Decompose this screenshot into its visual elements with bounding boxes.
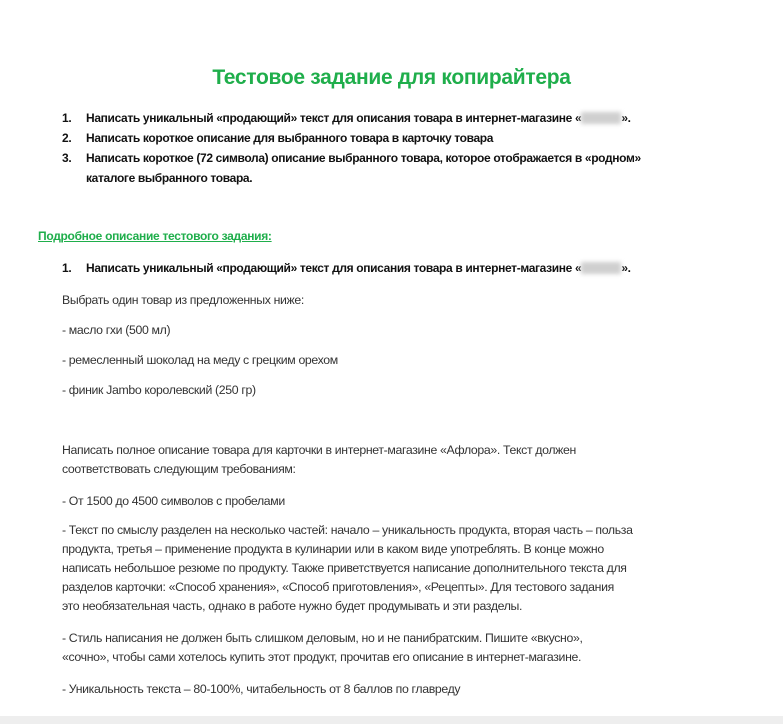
text-line: это необязательная часть, однако в работе нужно будет продумывать и эти разделы. <box>62 599 523 613</box>
task-text: Написать короткое описание для выбранного товара в карточку товара <box>86 131 494 145</box>
text-line: разделов карточки: «Способ хранения», «Способ приготовления», «Рецепты». Для тестового задания <box>62 580 614 594</box>
task-text: Написать короткое (72 символа) описание выбранного товара, которое отображается в «родном» <box>86 151 641 165</box>
list-number: 1. <box>62 261 72 275</box>
redacted-shop-name <box>581 262 621 274</box>
text-line: продукта, третья – применение продукта в кулинарии или в каком виде употреблять. В конце можно <box>62 542 604 556</box>
task-item <box>62 128 641 148</box>
task-text-end: ». <box>621 111 631 125</box>
text-line: - От 1500 до 4500 символов с пробелами <box>62 494 285 508</box>
requirement-item <box>62 629 583 667</box>
choose-intro: Выбрать один товар из предложенных ниже: <box>62 293 304 307</box>
list-number: 2. <box>62 131 72 145</box>
task-item <box>62 108 641 128</box>
details-heading: Подробное описание тестового задания: <box>38 229 272 243</box>
page-bottom-edge <box>0 716 783 724</box>
task-item <box>62 148 641 188</box>
requirement-item <box>62 492 285 511</box>
product-item: - финик Jambo королевский (250 гр) <box>62 383 256 397</box>
text-line: - Уникальность текста – 80-100%, читабельность от 8 баллов по главреду <box>62 682 461 696</box>
text-line: «сочно», чтобы сами хотелось купить этот продукт, прочитав его описание в интернет-магазине. <box>62 650 582 664</box>
requirement-item <box>62 680 460 699</box>
product-item: - ремесленный шоколад на меду с грецким орехом <box>62 353 338 367</box>
task-text-end: ». <box>621 261 631 275</box>
product-item: - масло гхи (500 мл) <box>62 323 171 337</box>
list-number: 3. <box>62 151 72 165</box>
text-line: соответствовать следующим требованиям: <box>62 462 296 476</box>
text-line: Написать полное описание товара для карточки в интернет-магазине «Афлора». Текст должен <box>62 443 576 457</box>
text-line: написать небольшое резюме по продукту. Также приветствуется написание дополнительного текста для <box>62 561 627 575</box>
detail-task-list <box>62 258 631 278</box>
redacted-shop-name <box>581 112 621 124</box>
task-text: Написать уникальный «продающий» текст для описания товара в интернет-магазине « <box>86 261 582 275</box>
text-line: - Текст по смыслу разделен на несколько частей: начало – уникальность продукта, вторая часть – польза <box>62 523 633 537</box>
list-number: 1. <box>62 111 72 125</box>
text-line: - Стиль написания не должен быть слишком деловым, но и не панибратским. Пишите «вкусно», <box>62 631 583 645</box>
requirements-intro <box>62 441 576 479</box>
task-item <box>62 258 631 278</box>
requirement-item <box>62 521 633 616</box>
task-text: Написать уникальный «продающий» текст для описания товара в интернет-магазине « <box>86 111 582 125</box>
task-text-continued: каталоге выбранного товара. <box>86 171 253 185</box>
task-list <box>62 108 641 188</box>
document-title: Тестовое задание для копирайтера <box>212 66 571 89</box>
